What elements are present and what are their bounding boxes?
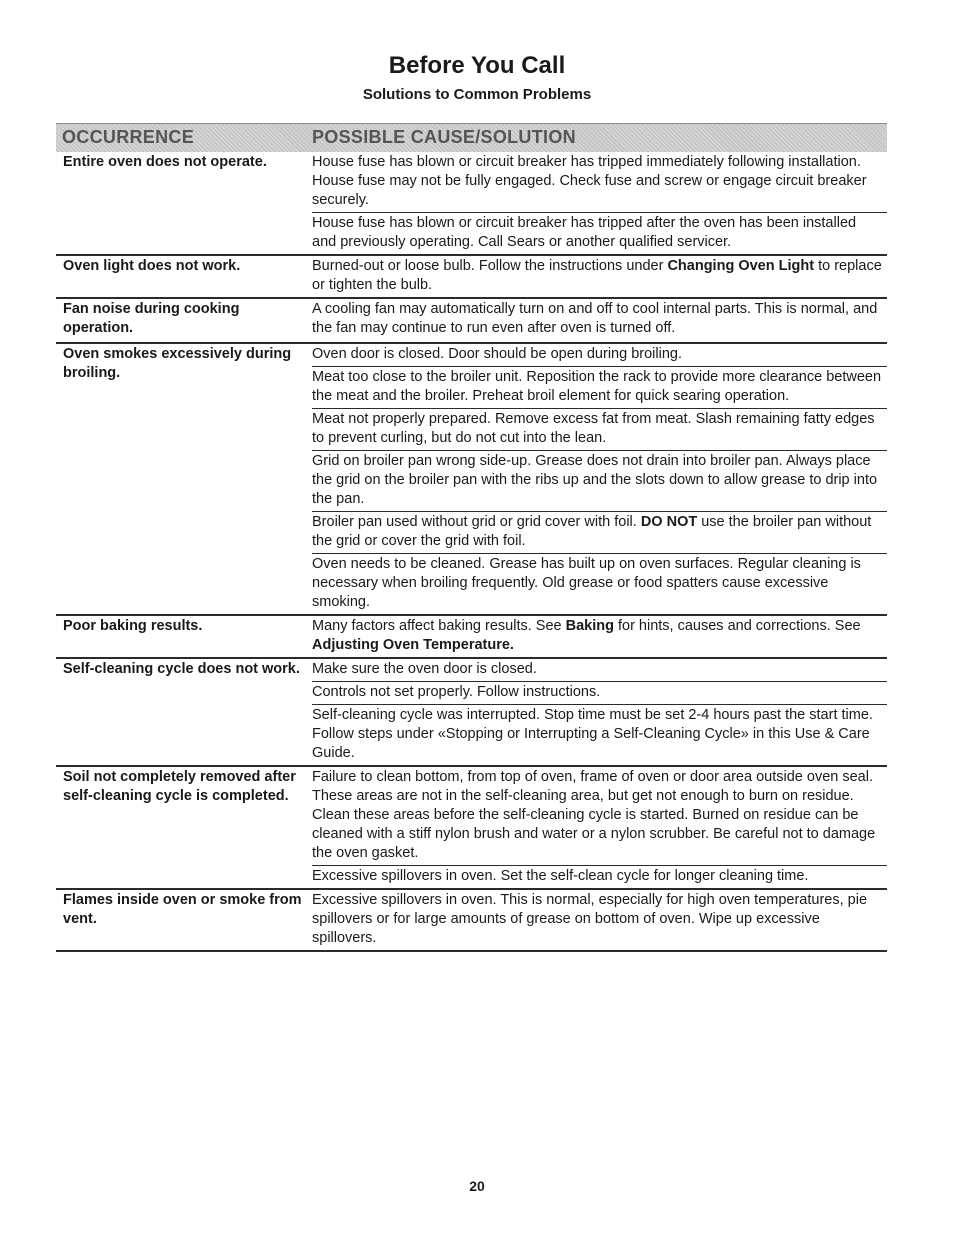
solution-text: Burned-out or loose bulb. Follow the instructions under [312,258,668,274]
occurrence-cell: Self-cleaning cycle does not work. [63,661,300,677]
solution-text: Many factors affect baking results. See [312,618,566,634]
solution-text: use the broiler pan without the grid or cover the grid with foil. [312,514,872,549]
solution-item [312,512,887,554]
solution-text: Meat too close to the broiler unit. Reposition the rack to provide more clearance between the meat and the broiler. Preheat broil element for quick searing operation. [312,369,882,404]
table-header [56,123,887,152]
solution-item [312,767,887,866]
solution-text: Broiler pan used without grid or grid cover with foil. [312,514,641,530]
solution-item [312,409,887,451]
solution-item [312,367,887,409]
solution-item [312,152,887,213]
solution-emphasis: Adjusting Oven Temperature. [312,637,514,653]
table-row [56,659,887,767]
solution-item [312,659,887,682]
table-row [56,890,887,952]
solution-emphasis: Changing Oven Light [667,258,815,274]
solutions-cell [312,616,887,657]
solutions-cell [312,152,887,254]
solution-text: House fuse has blown or circuit breaker has tripped after the oven has been installed and previously operating. Call Sears or another qualified servicer. [312,215,857,250]
solutions-cell [312,344,887,614]
solution-emphasis: DO NOT [640,514,698,530]
solution-item [312,616,887,657]
page-number: 20 [469,1178,485,1194]
solutions-cell [312,767,887,888]
solution-text: Meat not properly prepared. Remove excess fat from meat. Slash remaining fatty edges to prevent curling, but do not cut into the lean. [312,411,875,446]
troubleshooting-table [56,152,887,952]
solutions-cell [312,890,887,950]
solution-text: Failure to clean bottom, from top of oven, frame of oven or door area outside oven seal. These areas are not in the self-cleaning area, but get not enough to burn on residue. Clean these areas before the self-cleaning cycle is started. Burned on residue can be cleaned with a stiff nylon brush and water or a nylon scrubber. Be careful not to damage the oven gasket. [312,769,876,861]
solutions-cell [312,299,887,342]
table-row [56,256,887,299]
solution-item [312,256,887,297]
table-row [56,344,887,616]
solution-text: Make sure the oven door is closed. [312,661,537,677]
solution-item [312,890,887,950]
solution-text: to replace or tighten the bulb. [312,258,882,293]
occurrence-cell: Fan noise during cooking operation. [63,301,240,336]
solution-text: Grid on broiler pan wrong side-up. Grease does not drain into broiler pan. Always place the grid on the broiler pan with the ribs up and the slots down to allow grease to drip into the pan. [312,453,878,507]
solution-emphasis: Baking [565,618,614,634]
occurrence-cell: Soil not completely removed after self-cleaning cycle is completed. [63,769,296,804]
solution-text: Excessive spillovers in oven. Set the self-clean cycle for longer cleaning time. [312,868,809,884]
occurrence-cell: Oven light does not work. [63,258,241,274]
solution-text: House fuse has blown or circuit breaker has tripped immediately following installation. House fuse may not be fully engaged. Check fuse and screw or engage circuit breaker securely. [312,154,867,208]
solutions-cell [312,256,887,297]
occurrence-cell: Poor baking results. [63,618,203,634]
solution-text: A cooling fan may automatically turn on and off to cool internal parts. This is normal, and the fan may continue to run even after oven is turned off. [312,301,878,336]
table-row [56,299,887,344]
page-subtitle: Solutions to Common Problems [362,86,592,103]
occurrence-cell: Flames inside oven or smoke from vent. [63,892,302,927]
solution-text: Oven door is closed. Door should be open during broiling. [312,346,682,362]
solutions-cell [312,659,887,765]
header-solution: POSSIBLE CAUSE/SOLUTION [312,127,576,147]
solution-item [312,866,887,888]
page-title: Before You Call [388,52,566,79]
solution-text: Controls not set properly. Follow instructions. [312,684,601,700]
solution-item [312,213,887,254]
solution-item [312,554,887,614]
table-row [56,767,887,890]
solution-item [312,705,887,765]
solution-item [312,682,887,705]
solution-text: Self-cleaning cycle was interrupted. Stop time must be set 2-4 hours past the start time. Follow steps under «Stopping or Interrupting a Self-Cleaning Cycle» in this Use & Care Guide. [312,707,873,761]
solution-item [312,451,887,512]
table-row [56,152,887,256]
solution-item [312,299,887,340]
occurrence-cell: Oven smokes excessively during broiling. [63,346,292,381]
solution-text: Excessive spillovers in oven. This is normal, especially for high oven temperatures, pie spillovers or for large amounts of grease on bottom of oven. Wipe up excessive spillovers. [312,892,868,946]
occurrence-cell: Entire oven does not operate. [63,154,267,170]
solution-text: Oven needs to be cleaned. Grease has built up on oven surfaces. Regular cleaning is necessary when broiling frequently. Old grease or food spatters cause excessive smoking. [312,556,861,610]
header-occurrence: OCCURRENCE [62,127,195,147]
table-row [56,616,887,659]
solution-text: for hints, causes and corrections. See [613,618,861,634]
solution-item [312,344,887,367]
